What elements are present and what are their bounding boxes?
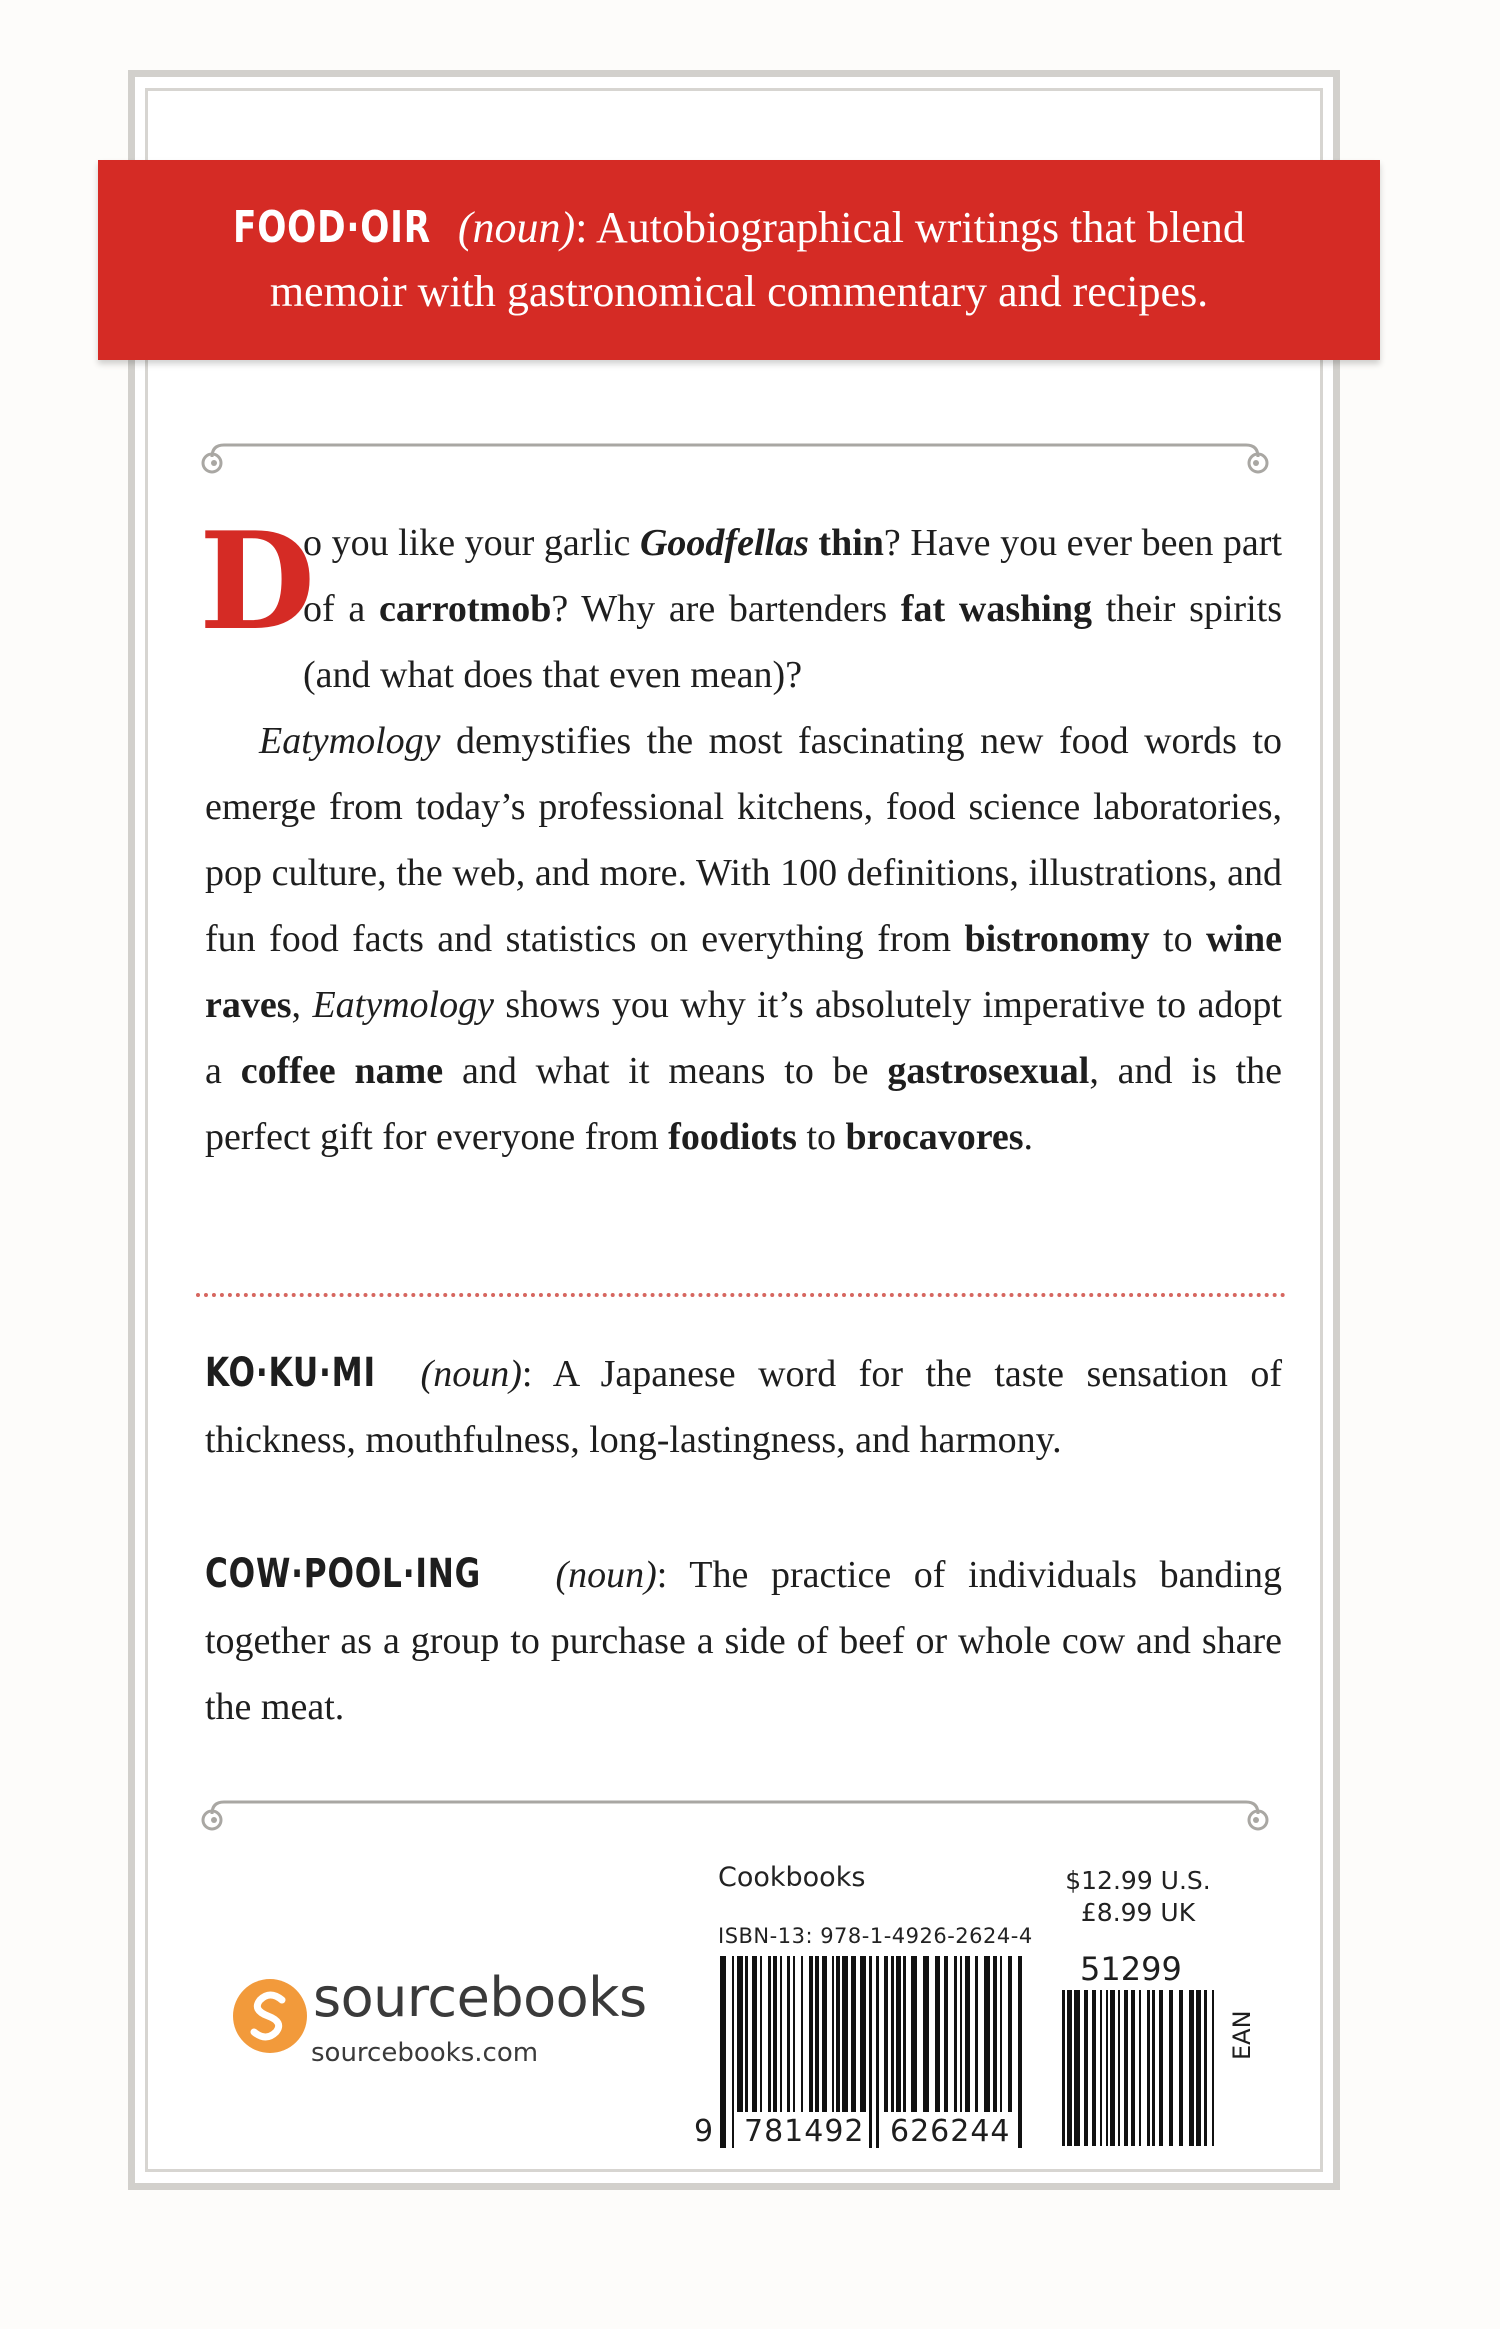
barcode-bar bbox=[903, 1956, 906, 2112]
kokumi-text: : A Japanese word for the taste sensation of thickness, mouthfulness, long-lastingness, and harmony. bbox=[205, 1353, 1283, 1461]
barcode-bar bbox=[891, 1956, 894, 2112]
barcode-bar bbox=[1000, 1956, 1002, 2112]
barcode-bar bbox=[760, 1956, 762, 2112]
scroll-ornament-bottom bbox=[190, 1794, 1280, 1834]
foodoir-pos: (noun) bbox=[457, 203, 576, 252]
highlighted-term: carrotmob bbox=[378, 588, 552, 630]
publisher-url: sourcebooks.com bbox=[311, 2038, 539, 2068]
blurb-text-run: , bbox=[291, 984, 313, 1026]
barcode-bar bbox=[773, 1956, 777, 2112]
kokumi-headword: KO·KU·MI bbox=[205, 1350, 376, 1396]
highlighted-term: coffee name bbox=[240, 1050, 444, 1092]
blurb-text-run: o you like your garlic bbox=[303, 522, 640, 564]
kokumi-pos: (noun) bbox=[420, 1353, 522, 1395]
drop-cap: D bbox=[199, 502, 316, 660]
barcode-bar bbox=[1131, 1990, 1135, 2146]
blurb-paragraph-1 bbox=[199, 502, 1283, 708]
blurb-text-run: . bbox=[1023, 1116, 1034, 1158]
barcode-bar bbox=[1196, 1990, 1201, 2146]
barcode-bar bbox=[815, 1956, 819, 2112]
barcode-bar bbox=[1179, 1990, 1183, 2146]
blurb-text-run: , and is the perfect gift for everyone from bbox=[205, 1050, 1283, 1158]
barcode-digits-group-2: 626244 bbox=[890, 2114, 1011, 2149]
price-addon-barcode bbox=[1060, 1990, 1220, 2146]
barcode-bar bbox=[975, 1956, 978, 2112]
barcode-bar bbox=[801, 1956, 803, 2112]
category-label: Cookbooks bbox=[718, 1862, 866, 1893]
barcode-bar bbox=[993, 1956, 997, 2112]
barcode-bar bbox=[793, 1956, 795, 2112]
barcode-bar bbox=[1110, 1990, 1115, 2146]
barcode-bar bbox=[1152, 1990, 1155, 2146]
highlighted-term: wine raves bbox=[205, 918, 1282, 1026]
foodoir-banner bbox=[98, 160, 1380, 360]
barcode-bar bbox=[780, 1956, 782, 2112]
barcode-bar bbox=[1084, 1990, 1088, 2146]
barcode-bar bbox=[1169, 1990, 1173, 2146]
barcode-bar bbox=[720, 1956, 726, 2148]
foodoir-headword: FOOD·OIR bbox=[233, 202, 432, 253]
kokumi-definition bbox=[205, 1340, 1282, 1473]
highlighted-term: Eatymology bbox=[312, 984, 494, 1026]
barcode-digits-group-1: 781492 bbox=[744, 2114, 865, 2149]
barcode-bar bbox=[1204, 1990, 1207, 2146]
barcode-bar bbox=[732, 1956, 734, 2148]
barcode-bar bbox=[752, 1956, 757, 2112]
barcode-bar bbox=[1189, 1990, 1194, 2146]
blurb-paragraph-2 bbox=[205, 708, 1282, 1170]
cowpooling-definition bbox=[205, 1541, 1282, 1740]
isbn-label: ISBN-13: 978-1-4926-2624-4 bbox=[718, 1924, 1033, 1948]
barcode-bar bbox=[884, 1956, 888, 2112]
highlighted-term: thin bbox=[808, 522, 884, 564]
barcode-lead-digit: 9 bbox=[694, 2114, 714, 2149]
barcode-bar bbox=[1106, 1990, 1108, 2146]
scroll-ornament-top bbox=[190, 437, 1280, 477]
barcode-bar bbox=[737, 1956, 743, 2112]
barcode-bar bbox=[984, 1956, 990, 2112]
barcode-bar bbox=[869, 1956, 872, 2148]
barcode-bar bbox=[809, 1956, 813, 2112]
barcode-bar bbox=[1139, 1990, 1141, 2146]
highlighted-term: fat washing bbox=[900, 588, 1092, 630]
blurb-text-run: and what it means to be bbox=[443, 1050, 888, 1092]
blurb-text-run: their spirits (and what does that even mean)? bbox=[303, 588, 1282, 696]
barcode-bar bbox=[935, 1956, 940, 2112]
barcode-bar bbox=[822, 1956, 827, 2112]
barcode-bar bbox=[1100, 1990, 1102, 2146]
publisher-name: sourcebooks bbox=[313, 1966, 647, 2029]
blurb-text-run: demystifies the most fascinating new food words to emerge from today’s professional kitchens, food science laboratories, pop culture, the web, and more. With 100 definitions, illustrations, and fun food facts and statistics on everything from bbox=[205, 720, 1282, 960]
highlighted-term: bistronomy bbox=[964, 918, 1150, 960]
cowpooling-pos: (noun) bbox=[555, 1554, 657, 1596]
barcode-bar bbox=[1018, 1956, 1022, 2148]
barcode-bar bbox=[768, 1956, 771, 2112]
barcode-bar bbox=[965, 1956, 970, 2112]
barcode-bar bbox=[842, 1956, 848, 2112]
barcode-bar bbox=[1074, 1990, 1080, 2146]
blurb-text-run: shows you why it’s absolutely imperative to adopt a bbox=[205, 984, 1282, 1092]
barcode-bar bbox=[836, 1956, 840, 2112]
barcode-bar bbox=[1212, 1990, 1214, 2146]
barcode-bar bbox=[1118, 1990, 1120, 2146]
barcode-bar bbox=[745, 1956, 748, 2112]
barcode-bar bbox=[1067, 1990, 1072, 2146]
foodoir-definition bbox=[208, 196, 1270, 324]
barcode-bar bbox=[1124, 1990, 1128, 2146]
barcode-bar bbox=[1008, 1956, 1012, 2112]
barcode-bar bbox=[960, 1956, 962, 2112]
barcode-bar bbox=[896, 1956, 901, 2112]
barcode-bar bbox=[1159, 1990, 1163, 2146]
barcode-bar bbox=[923, 1956, 929, 2112]
barcode-bar bbox=[1092, 1990, 1096, 2146]
sourcebooks-logo-icon bbox=[232, 1978, 308, 2054]
barcode-bar bbox=[954, 1956, 957, 2112]
ean-label: EAN bbox=[1228, 2010, 1256, 2060]
blurb-text-run: ? Why are bartenders bbox=[551, 588, 901, 630]
blurb-text-run: to bbox=[796, 1116, 846, 1158]
highlighted-term: Goodfellas bbox=[639, 522, 809, 564]
barcode-bar bbox=[1147, 1990, 1150, 2146]
foodoir-text: : Autobiographical writings that blend memoir with gastronomical commentary and recipes. bbox=[269, 203, 1245, 316]
price-addon-code: 51299 bbox=[1080, 1950, 1182, 1988]
cowpooling-text: : The practice of individuals banding together as a group to purchase a side of beef or whole cow and share the meat. bbox=[205, 1554, 1282, 1728]
barcode-bar bbox=[851, 1956, 856, 2112]
highlighted-term: gastrosexual bbox=[887, 1050, 1090, 1092]
highlighted-term: brocavores bbox=[845, 1116, 1024, 1158]
cowpooling-headword: COW·POOL·ING bbox=[205, 1551, 482, 1597]
barcode-bar bbox=[860, 1956, 866, 2112]
barcode-bar bbox=[787, 1956, 790, 2112]
blurb bbox=[199, 502, 1283, 1170]
blurb-text-run: to bbox=[1149, 918, 1206, 960]
barcode-bar bbox=[876, 1956, 879, 2148]
dotted-divider bbox=[196, 1293, 1286, 1297]
price-us: $12.99 U.S. bbox=[1065, 1866, 1211, 1895]
blurb-text-run: ? Have you ever been part of a bbox=[303, 522, 1283, 630]
blurb-paragraph-1-text bbox=[303, 522, 1282, 696]
price-uk: £8.99 UK bbox=[1080, 1898, 1196, 1927]
barcode-bar bbox=[1062, 1990, 1065, 2146]
barcode-bar bbox=[911, 1956, 917, 2112]
barcode-bar bbox=[944, 1956, 948, 2112]
highlighted-term: foodiots bbox=[668, 1116, 797, 1158]
barcode-bar bbox=[832, 1956, 834, 2112]
highlighted-term: Eatymology bbox=[259, 720, 441, 762]
